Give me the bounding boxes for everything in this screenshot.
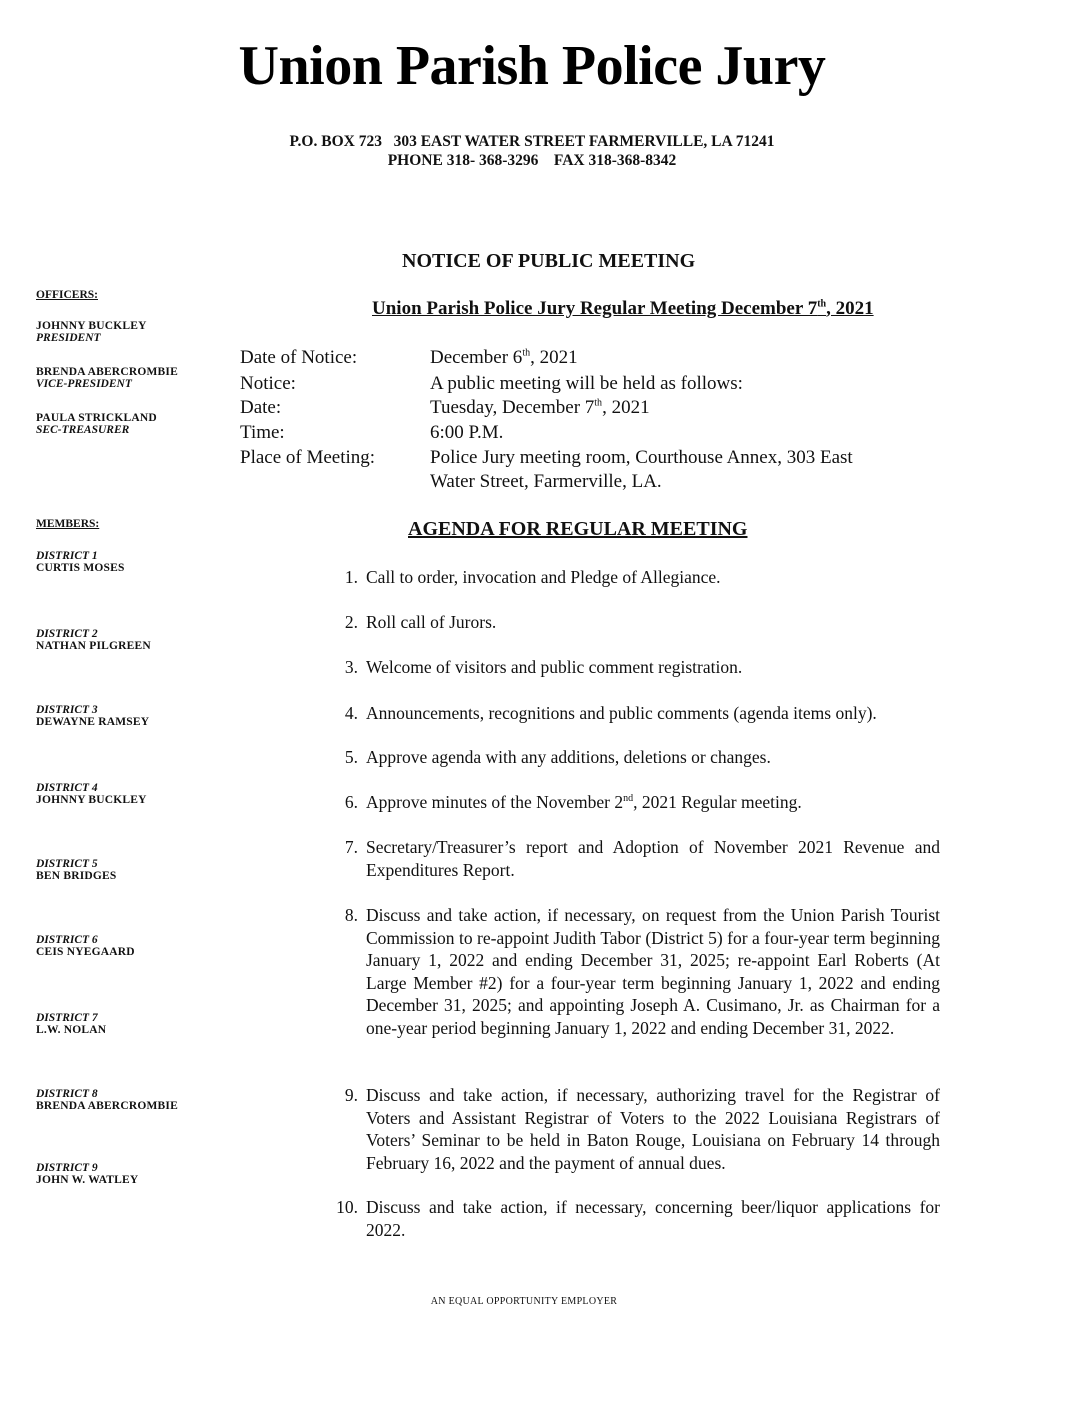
member-district: DISTRICT 8 bbox=[36, 1088, 98, 1100]
notice-heading: NOTICE OF PUBLIC MEETING bbox=[402, 250, 696, 272]
agenda-item-2 bbox=[318, 611, 940, 634]
footer-eoe: AN EQUAL OPPORTUNITY EMPLOYER bbox=[430, 1296, 618, 1307]
member-district-9 bbox=[36, 1162, 138, 1186]
agenda-item-text: Discuss and take action, if necessary, authorizing travel for the Registrar of Voters and Assistant Registrar of Voters to the 2022 Louisiana Registrars of Voters’ Seminar to be held in Baton Rouge, Louisiana on February 14 through February 16, 2022 and the payment of annual dues. bbox=[366, 1085, 940, 1173]
officer-name: JOHNNY BUCKLEY bbox=[36, 320, 147, 332]
agenda-item-text: Approve agenda with any additions, deletions or changes. bbox=[366, 747, 771, 767]
agenda-item-text: Secretary/Treasurer’s report and Adoption of November 2021 Revenue and Expenditures Report. bbox=[366, 837, 940, 880]
member-name: NATHAN PILGREEN bbox=[36, 640, 151, 652]
officer-president bbox=[36, 320, 147, 344]
officer-vice-president bbox=[36, 366, 178, 390]
agenda-item-10 bbox=[318, 1196, 940, 1241]
agenda-item-text: Discuss and take action, if necessary, concerning beer/liquor applications for 2022. bbox=[366, 1197, 940, 1240]
officer-title: VICE-PRESIDENT bbox=[36, 378, 132, 390]
member-district: DISTRICT 7 bbox=[36, 1012, 98, 1024]
agenda-item-3 bbox=[318, 656, 940, 679]
agenda-item-6-suffix: , 2021 Regular meeting. bbox=[633, 792, 802, 812]
member-district-2 bbox=[36, 628, 151, 652]
meeting-heading-prefix: Union Parish Police Jury Regular Meeting December 7 bbox=[372, 298, 818, 319]
member-name: CEIS NYEGAARD bbox=[36, 946, 135, 958]
agenda-item-4 bbox=[318, 702, 940, 725]
member-district: DISTRICT 3 bbox=[36, 704, 98, 716]
agenda-item-6-sup: nd bbox=[623, 793, 634, 805]
agenda-item-number: 9. bbox=[344, 1085, 358, 1105]
place-label: Place of Meeting: bbox=[240, 447, 376, 468]
agenda-item-text: Welcome of visitors and public comment registration. bbox=[366, 657, 743, 677]
member-district: DISTRICT 1 bbox=[36, 550, 98, 562]
member-district-1 bbox=[36, 550, 125, 574]
agenda-heading: AGENDA FOR REGULAR MEETING bbox=[408, 518, 748, 540]
agenda-item-9 bbox=[318, 1084, 940, 1174]
agenda-item-1 bbox=[318, 566, 940, 589]
member-name: L.W. NOLAN bbox=[36, 1024, 107, 1036]
agenda-item-8 bbox=[318, 904, 940, 1039]
agenda-item-text: Announcements, recognitions and public comments (agenda items only). bbox=[366, 703, 877, 723]
agenda-item-number: 7. bbox=[344, 837, 358, 857]
agenda-item-5 bbox=[318, 746, 940, 769]
member-name: BEN BRIDGES bbox=[36, 870, 117, 882]
officer-title: PRESIDENT bbox=[36, 332, 101, 344]
member-name: JOHN W. WATLEY bbox=[36, 1174, 139, 1186]
agenda-item-6 bbox=[318, 791, 940, 814]
place-line-2: Water Street, Farmerville, LA. bbox=[430, 471, 662, 492]
date-of-notice-sup: th bbox=[522, 347, 531, 359]
agenda-item-text: Call to order, invocation and Pledge of Allegiance. bbox=[366, 567, 721, 587]
meeting-heading-sup: th bbox=[817, 298, 827, 310]
member-district-5 bbox=[36, 858, 117, 882]
agenda-item-number: 1. bbox=[344, 567, 358, 587]
officer-sec-treasurer bbox=[36, 412, 157, 436]
officer-name: PAULA STRICKLAND bbox=[36, 412, 157, 424]
date-of-notice-prefix: December 6 bbox=[430, 347, 523, 368]
member-name: BRENDA ABERCROMBIE bbox=[36, 1100, 178, 1112]
place-value bbox=[430, 446, 950, 494]
member-district: DISTRICT 5 bbox=[36, 858, 98, 870]
place-line-1: Police Jury meeting room, Courthouse Annex, 303 East bbox=[430, 447, 853, 468]
date-value bbox=[430, 396, 950, 420]
agenda-item-number: 6. bbox=[344, 792, 358, 812]
agenda-item-number: 3. bbox=[344, 657, 358, 677]
agenda-item-number: 8. bbox=[344, 905, 358, 925]
agenda-item-text: Roll call of Jurors. bbox=[366, 612, 497, 632]
member-district: DISTRICT 9 bbox=[36, 1162, 98, 1174]
letterhead-address bbox=[0, 132, 1076, 170]
member-name: DEWAYNE RAMSEY bbox=[36, 716, 150, 728]
agenda-item-number: 2. bbox=[344, 612, 358, 632]
phone-line: PHONE 318- 368-3296 FAX 318-368-8342 bbox=[387, 152, 677, 169]
meeting-heading-suffix: , 2021 bbox=[826, 298, 874, 319]
officer-title: SEC-TREASURER bbox=[36, 424, 130, 436]
date-of-notice-label: Date of Notice: bbox=[240, 347, 358, 368]
member-district: DISTRICT 4 bbox=[36, 782, 98, 794]
date-of-notice-suffix: , 2021 bbox=[530, 347, 578, 368]
notice-value: A public meeting will be held as follows: bbox=[430, 373, 743, 394]
member-name: CURTIS MOSES bbox=[36, 562, 125, 574]
agenda-item-number: 4. bbox=[344, 703, 358, 723]
date-suffix: , 2021 bbox=[602, 397, 650, 418]
time-value: 6:00 P.M. bbox=[430, 422, 504, 443]
agenda-item-text: Discuss and take action, if necessary, on request from the Union Parish Tourist Commission to re-appoint Judith Tabor (District 5) for a four-year term beginning January 1, 2022 and ending December 31, 2025; re-appoint Earl Roberts (At Large Member #2) for a four-year term beginning January 1, 2022 and ending December 31, 2025; and appointing Joseph A. Cusimano, Jr. as Chairman for a one-year period beginning January 1, 2022 and ending December 31, 2022. bbox=[366, 905, 940, 1038]
address-line: P.O. BOX 723 303 EAST WATER STREET FARMERVILLE, LA 71241 bbox=[289, 133, 775, 150]
members-heading: MEMBERS: bbox=[36, 518, 100, 530]
agenda-item-6-prefix: Approve minutes of the November 2 bbox=[366, 792, 624, 812]
date-prefix: Tuesday, December 7 bbox=[430, 397, 595, 418]
agenda-item-number: 5. bbox=[344, 747, 358, 767]
officer-name: BRENDA ABERCROMBIE bbox=[36, 366, 178, 378]
meeting-heading bbox=[372, 298, 874, 320]
letterhead-title: Union Parish Police Jury bbox=[238, 35, 826, 97]
date-label: Date: bbox=[240, 397, 282, 418]
member-district: DISTRICT 6 bbox=[36, 934, 98, 946]
officers-heading: OFFICERS: bbox=[36, 289, 98, 301]
agenda-item-number: 10. bbox=[336, 1197, 358, 1217]
member-district-3 bbox=[36, 704, 149, 728]
member-district-6 bbox=[36, 934, 135, 958]
member-name: JOHNNY BUCKLEY bbox=[36, 794, 147, 806]
agenda-item-7 bbox=[318, 836, 940, 881]
time-label: Time: bbox=[240, 422, 285, 443]
date-sup: th bbox=[594, 397, 603, 409]
member-district: DISTRICT 2 bbox=[36, 628, 98, 640]
member-district-4 bbox=[36, 782, 147, 806]
agenda-item-text bbox=[366, 791, 940, 814]
member-district-7 bbox=[36, 1012, 106, 1036]
member-district-8 bbox=[36, 1088, 178, 1112]
date-of-notice-value bbox=[430, 346, 950, 370]
notice-label: Notice: bbox=[240, 373, 296, 394]
